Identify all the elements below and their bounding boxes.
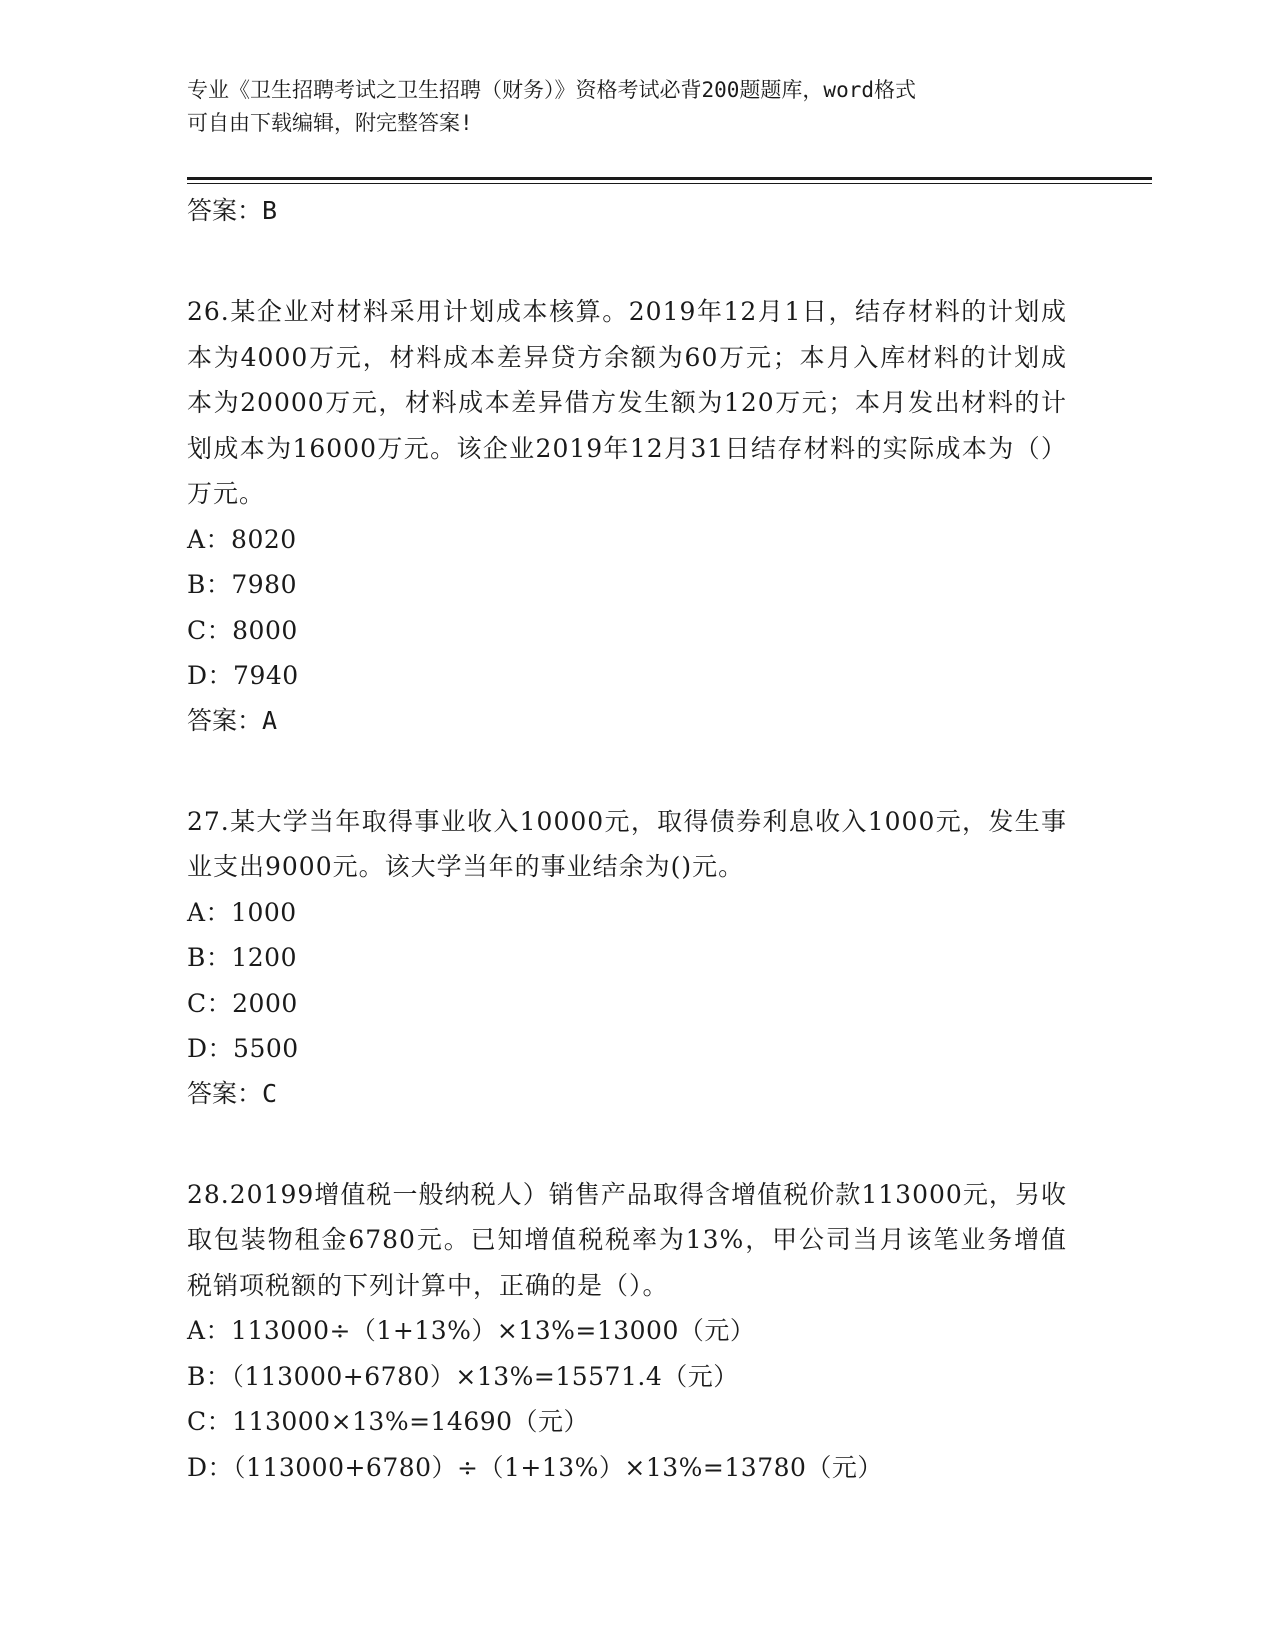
answer-line: 答案：A	[187, 705, 278, 735]
option-a: A：113000÷（1+13%）×13%=13000（元）	[187, 1316, 756, 1345]
option-c: C：2000	[187, 988, 298, 1018]
option-b: B：7980	[187, 570, 297, 599]
answer-line: 答案：C	[187, 1078, 278, 1108]
option-a: A：1000	[187, 897, 297, 927]
header-rule-thin	[187, 183, 1152, 184]
option-b: B：（113000+6780）×13%=15571.4（元）	[187, 1361, 739, 1391]
question-block-27	[187, 799, 1067, 1116]
answer-line: 答案：B	[187, 196, 278, 225]
option-d: D：（113000+6780）÷（1+13%）×13%=13780（元）	[187, 1452, 883, 1482]
header-line-2: 可自由下载编辑，附完整答案!	[187, 111, 473, 135]
header-line-1: 专业《卫生招聘考试之卫生招聘（财务）》资格考试必背200题题库，word格式	[187, 78, 916, 102]
question-text: 27.某大学当年取得事业收入10000元，取得债券利息收入1000元，发生事业支出9000元。该大学当年的事业结余为()元。	[187, 806, 1067, 881]
header-rule-thick	[187, 177, 1152, 180]
question-block-28	[187, 1172, 1067, 1491]
option-d: D：5500	[187, 1034, 299, 1063]
question-block-26	[187, 289, 1067, 743]
document-body	[187, 189, 1067, 1490]
option-d: D：7940	[187, 661, 299, 690]
option-c: C：8000	[187, 615, 298, 645]
option-a: A：8020	[187, 524, 297, 554]
document-header	[187, 74, 1067, 140]
question-text: 26.某企业对材料采用计划成本核算。2019年12月1日，结存材料的计划成本为4000万元，材料成本差异贷方余额为60万元；本月入库材料的计划成本为20000万元，材料成本差异借方发生额为120万元；本月发出材料的计划成本为16000万元。该企业2019年12月31日结存材料的实际成本为（）万元。	[187, 297, 1067, 508]
option-c: C：113000×13%=14690（元）	[187, 1407, 590, 1436]
option-b: B：1200	[187, 943, 297, 972]
question-text: 28.20199增值税一般纳税人）销售产品取得含增值税价款113000元，另收取包装物租金6780元。已知增值税税率为13%，甲公司当月该笔业务增值税销项税额的下列计算中，正确的是（）。	[187, 1179, 1067, 1300]
